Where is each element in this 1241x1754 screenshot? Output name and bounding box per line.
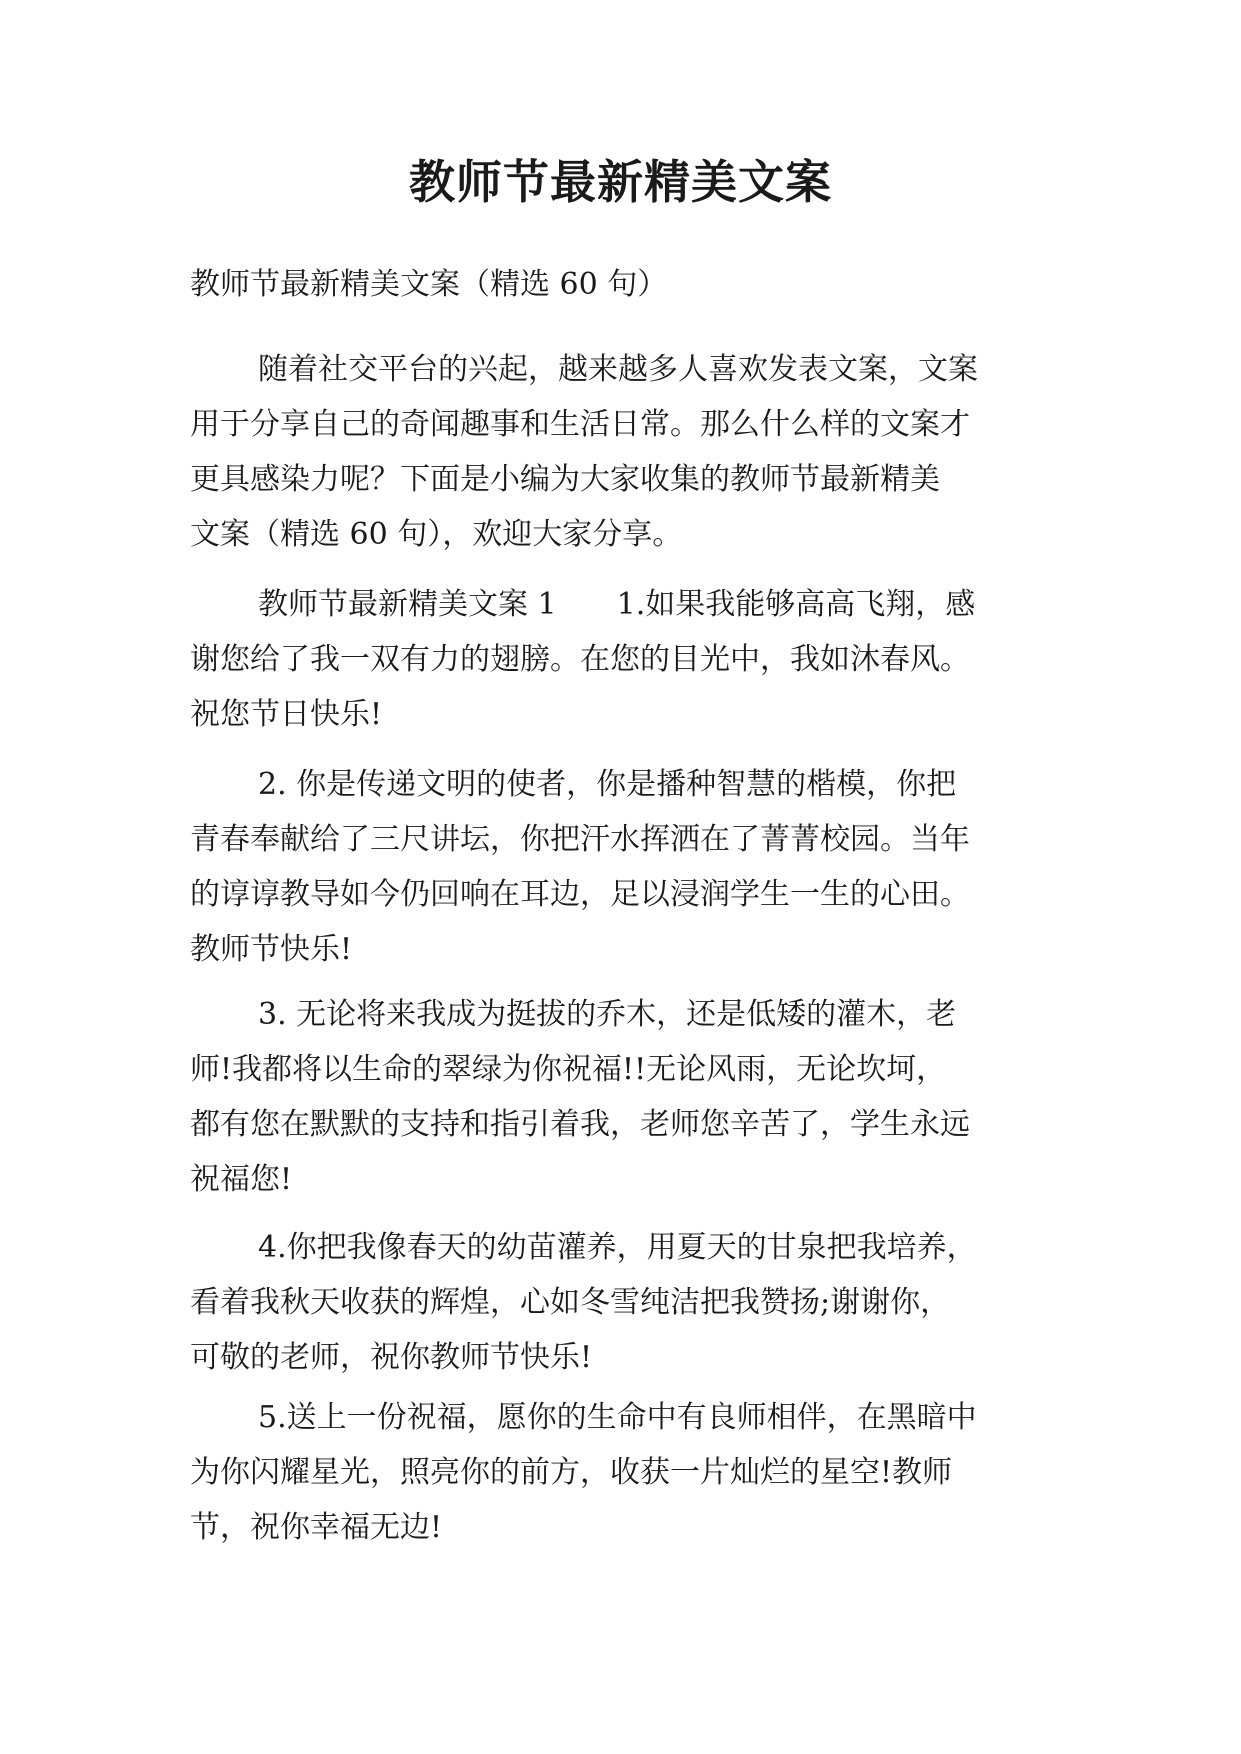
text-line: 教师节最新精美文案 1 1.如果我能够高高飞翔，感 xyxy=(258,587,976,622)
text-line: 师!我都将以生命的翠绿为你祝福!!无论风雨，无论坎坷， xyxy=(190,1052,947,1087)
text-line: 谢您给了我一双有力的翅膀。在您的目光中，我如沐春风。 xyxy=(190,642,970,677)
text-line: 教师节最新精美文案（精选 60 句） xyxy=(190,267,668,302)
text-line: 2. 你是传递文明的使者，你是播种智慧的楷模，你把 xyxy=(258,767,957,802)
text-line: 节，祝你幸福无边! xyxy=(190,1510,443,1545)
text-line: 随着社交平台的兴起，越来越多人喜欢发表文案，文案 xyxy=(258,352,978,387)
text-line: 文案（精选 60 句），欢迎大家分享。 xyxy=(190,517,683,552)
text-line: 更具感染力呢？下面是小编为大家收集的教师节最新精美 xyxy=(190,462,940,497)
text-line: 看着我秋天收获的辉煌，心如冬雪纯洁把我赞扬;谢谢你， xyxy=(190,1285,951,1320)
text-line: 都有您在默默的支持和指引着我，老师您辛苦了，学生永远 xyxy=(190,1107,970,1142)
text-line: 用于分享自己的奇闻趣事和生活日常。那么什么样的文案才 xyxy=(190,407,970,442)
text-line: 祝您节日快乐! xyxy=(190,697,383,732)
text-line: 3. 无论将来我成为挺拔的乔木，还是低矮的灌木，老 xyxy=(258,997,957,1032)
text-line: 的谆谆教导如今仍回响在耳边，足以浸润学生一生的心田。 xyxy=(190,877,970,912)
text-line: 4.你把我像春天的幼苗灌养，用夏天的甘泉把我培养， xyxy=(258,1230,977,1265)
text-line: 为你闪耀星光，照亮你的前方，收获一片灿烂的星空!教师 xyxy=(190,1455,953,1490)
text-line: 5.送上一份祝福，愿你的生命中有良师相伴，在黑暗中 xyxy=(258,1400,977,1435)
text-line: 教师节快乐! xyxy=(190,932,353,967)
text-line: 可敬的老师，祝你教师节快乐! xyxy=(190,1340,593,1375)
page-title: 教师节最新精美文案 xyxy=(409,155,832,209)
text-line: 祝福您! xyxy=(190,1162,293,1197)
text-line: 青春奉献给了三尺讲坛，你把汗水挥洒在了菁菁校园。当年 xyxy=(190,822,970,857)
